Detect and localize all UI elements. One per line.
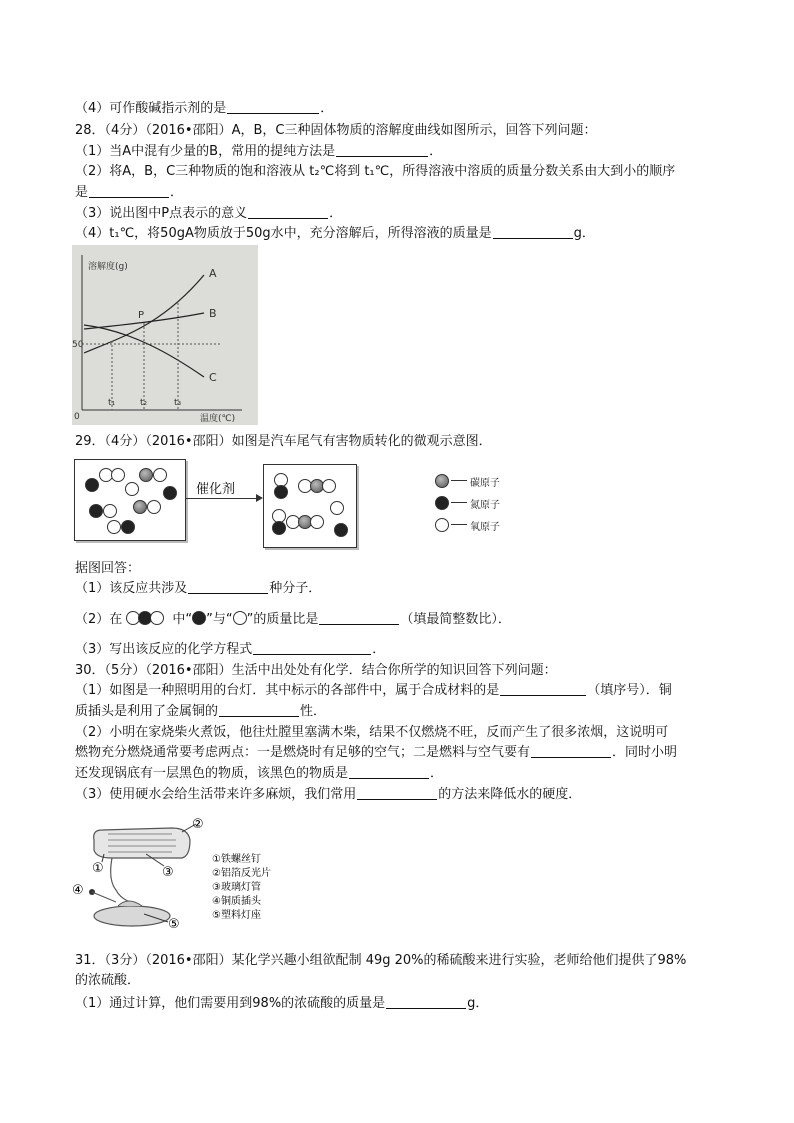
- x-axis-label: 温度(℃): [200, 414, 236, 424]
- part-3-label: ③玻璃灯管: [212, 882, 261, 893]
- callout-5: ⑤: [168, 917, 180, 932]
- lamp-base-top: [118, 901, 142, 906]
- legend-oxygen: 氧原子: [470, 522, 500, 533]
- q28-3-line: （3）说出图中P点表示的意义 ．: [75, 206, 343, 221]
- q31-heading-b: 的浓硫酸．: [75, 973, 141, 988]
- tick-t3: t₃: [174, 398, 182, 408]
- q28-1-line: （1）当A中混有少量的B，常用的提纯方法是 ．: [75, 144, 443, 159]
- q28-4-line: （4）t₁℃，将50gA物质放于50g水中，充分溶解后，所得溶液的质量是 g．: [75, 226, 595, 241]
- legend-carbon-atom: [435, 474, 449, 488]
- answer-blank[interactable]: [248, 205, 328, 219]
- answer-blank[interactable]: [219, 703, 299, 717]
- q29-1-line: （1）该反应共涉及 种分子．: [75, 581, 322, 596]
- legend-nitrogen-atom: [435, 496, 449, 510]
- q27-4-text: （4）可作酸碱指示剂的是: [75, 101, 227, 116]
- part-1-label: ①铁螺丝钉: [212, 854, 261, 865]
- q30-heading: 30．（5分）（2016•邵阳）生活中出处处有化学．结合你所学的知识回答下列问题：: [75, 663, 557, 678]
- tick-t1: t₁: [108, 398, 116, 408]
- answer-blank[interactable]: [493, 225, 573, 239]
- label-p: P: [138, 310, 145, 321]
- label-a: A: [209, 267, 217, 280]
- part-4-label: ④铜质插头: [212, 896, 261, 907]
- answer-blank[interactable]: [253, 641, 371, 655]
- q30-2-line-b: 燃物充分燃烧通常要考虑两点：一是燃烧时有足够的空气；二是燃料与空气要有 ．同时小明: [75, 745, 678, 760]
- answer-blank[interactable]: [349, 765, 429, 779]
- part-2-label: ②铝箔反光片: [212, 868, 271, 879]
- q30-1-line: （1）如图是一种照明用的台灯．其中标示的各部件中，属于合成材料的是 （填序号）．铜: [75, 683, 672, 698]
- lamp-neck: [111, 858, 130, 902]
- part-5-label: ⑤塑料灯座: [212, 910, 261, 921]
- reactants-box: [74, 459, 186, 541]
- q28-2-line-b: 是 ．: [75, 185, 184, 200]
- q30-1-line-b: 质插头是利用了金属铜的 性．: [75, 704, 327, 719]
- arrow-head: [256, 494, 263, 502]
- callout-3: ③: [162, 865, 174, 880]
- q29-heading: 29．（4分）（2016•邵阳）如图是汽车尾气有害物质转化的微观示意图．: [75, 434, 492, 449]
- callout-2: ②: [192, 817, 204, 832]
- q31-heading: 31．（3分）（2016•邵阳）某化学兴趣小组欲配制 49g 20%的稀硫酸来进行实验，老师给他们提供了98%: [75, 953, 687, 968]
- products-box: [263, 464, 357, 548]
- q30-2-line: （2）小明在家烧柴火煮饭，他往灶膛里塞满木柴，结果不仅燃烧不旺，反而产生了很多浓烟，这说明可: [75, 725, 669, 740]
- answer-blank[interactable]: [500, 682, 586, 696]
- y-axis-label: 溶解度(g): [88, 262, 128, 272]
- label-c: C: [209, 371, 217, 384]
- answer-blank[interactable]: [319, 611, 399, 625]
- lamp-base: [94, 906, 170, 926]
- reaction-arrow: [186, 498, 260, 499]
- callout-4: ④: [72, 883, 84, 898]
- answer-blank[interactable]: [336, 143, 428, 157]
- solubility-curve-svg: [72, 245, 258, 425]
- nitrogen-atom-icon: [192, 611, 206, 625]
- lamp-shade: [94, 828, 190, 858]
- answer-blank[interactable]: [386, 995, 466, 1009]
- legend-nitrogen: 氮原子: [470, 500, 500, 511]
- answer-blank[interactable]: [531, 744, 611, 758]
- answer-blank[interactable]: [89, 184, 169, 198]
- tick-t2: t₂: [140, 398, 148, 408]
- solubility-curve-figure: [72, 245, 258, 425]
- answer-blank[interactable]: [357, 786, 437, 800]
- catalyst-label: 催化剂: [196, 482, 236, 497]
- origin-label: 0: [74, 412, 80, 422]
- label-b: B: [209, 307, 217, 320]
- callout-1: ①: [92, 861, 104, 876]
- desk-lamp-svg: [72, 810, 322, 940]
- q30-2-line-c: 还发现锅底有一层黑色的物质，该黑色的物质是 ．: [75, 766, 444, 781]
- answer-blank[interactable]: [227, 100, 319, 114]
- q28-2-line: （2）将A，B，C三种物质的饱和溶液从 t₂℃将到 t₁℃，所得溶液中溶质的质量分数关系由大到小的顺序: [75, 164, 676, 179]
- q29-3-line: （3）写出该反应的化学方程式 ．: [75, 642, 386, 657]
- desk-lamp-figure: [72, 810, 322, 940]
- y-tick-50: 50: [72, 340, 84, 350]
- answer-blank[interactable]: [188, 580, 268, 594]
- q27-4-line: （4）可作酸碱指示剂的是 ．: [75, 101, 334, 116]
- legend-carbon: 碳原子: [470, 478, 500, 489]
- oxygen-atom-icon: [233, 611, 247, 625]
- q29-answer-heading: 据图回答：: [75, 561, 141, 576]
- q30-3-line: （3）使用硬水会给生活带来许多麻烦，我们常用 的方法来降低水的硬度．: [75, 787, 582, 802]
- q28-heading: 28．（4分）（2016•邵阳）A，B，C三种固体物质的溶解度曲线如图所示，回答下列问题：: [75, 123, 597, 138]
- no2-molecule-icon: [126, 611, 172, 625]
- legend-oxygen-atom: [435, 518, 449, 532]
- q29-2-line: （2）在 中“ ”与“ ”的质量比是 （填最简整数比）．: [75, 612, 511, 627]
- q31-1-line: （1）通过计算，他们需要用到98%的浓硫酸的质量是 g．: [75, 996, 489, 1011]
